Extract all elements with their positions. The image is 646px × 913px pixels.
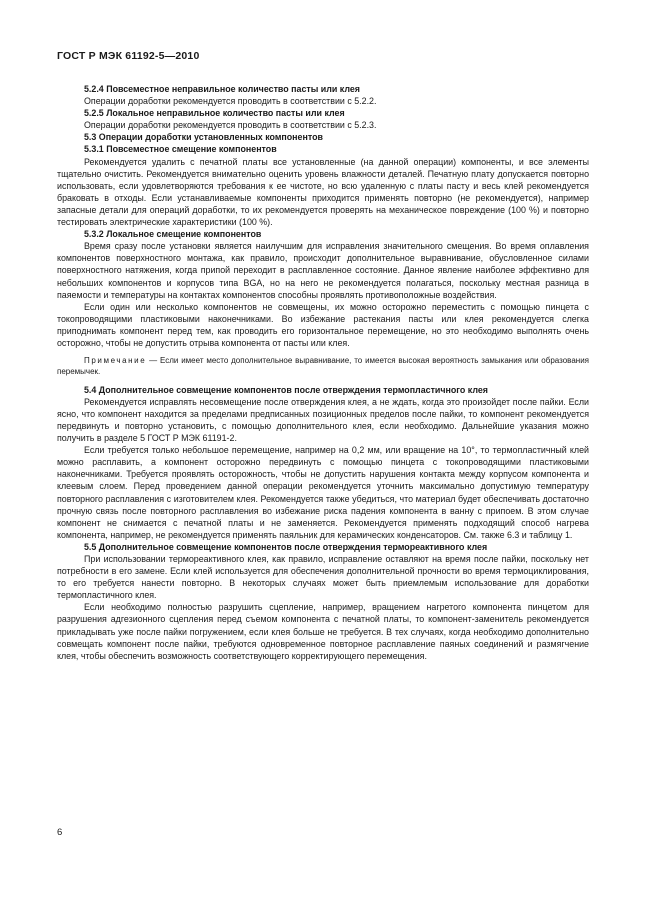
- paragraph-5-3-2-b: Если один или несколько компонентов не совмещены, их можно осторожно переместить с помощью пинцета с токопроводящими пластиковыми наконечниками. Во избежание растекания пасты или клея рекомендуется слегка приподнимать компонент перед тем, как проводить его горизонтальное перемещение, но это необходимо выполнять очень осторожно, чтобы не допустить отрыва компонента от пасты или клея.: [57, 301, 589, 348]
- heading-5-5: 5.5 Дополнительное совмещение компонентов после отверждения термореактивного клея: [84, 541, 488, 552]
- document-header: ГОСТ Р МЭК 61192-5—2010: [57, 50, 200, 62]
- paragraph-5-5-a: При использовании термореактивного клея, как правило, исправление оставляют на время после пайки, поскольку нет потребности в его замене. Если клей используется для обеспечения дополнительной прочности во время термоциклирования, то его требуется нанести повторно. В некоторых случаях может быть приемлемым использование для доработки термопластичного клея.: [57, 553, 589, 601]
- paragraph-5-5-b: Если необходимо полностью разрушить сцепление, например, вращением нагретого компонента пинцетом для разрушения адгезионного сцепления перед съемом компонента с печатной платы, то компонент-заменитель рекомендуется прикладывать уже после пайки погружением, если клея больше не требуется. В тех случаях, когда необходимо дополнительно совмещать компонент после пайки, требуются одновременное повторное расплавление паяных соединений и размягчение клея, чтобы обеспечить возможность соответствующего корректирующего перемещения.: [57, 602, 589, 661]
- heading-5-2-4: 5.2.4 Повсеместное неправильное количество пасты или клея: [84, 84, 360, 94]
- paragraph-5-4-b: Если требуется только небольшое перемещение, например на 0,2 мм, или вращение на 10°, то термопластичный клей можно расплавить, а компонент осторожно передвинуть с помощью пинцета с токопроводящими пластиковыми наконечниками. Требуется проявлять осторожность, чтобы не допустить нарушения контакта между корпусом компонента и клеевым слоем. Перед проведением данной операции рекомендуется уточнить максимально допустимую температуру повторного расплавления с изготовителем клея. Рекомендуется также убедиться, что материал будет обеспечивать достаточно прочную связь после повторного расплавления во избежание риска падения компонента в ванну с припоем. В этом случае компонент не снимается с печатной платы и не заменяется. Рекомендуется применять подходящий способ нагрева компонента, например, не рекомендуется применять паяльник для керамических конденсаторов. См. также 6.3 и таблицу 1.: [57, 445, 589, 540]
- paragraph-5-3-1: Рекомендуется удалить с печатной платы все установленные (на данной операции) компоненты, и все элементы тщательно очистить. Рекомендуется внимательно оценить уровень влажности деталей. Печатную плату допускается повторно использовать, если удовлетворяются требования к ее чистоте, но всю удаленную с платы пасту и весь клей рекомендуется браковать в отходы. Если устанавливаемые компоненты приходится применять повторно (не рекомендуется), например запасные детали для операций доработки, то их рекомендуется проверять на механическое повреждение (100 %) и повторно тестировать электрические характеристики (100 %).: [57, 156, 589, 228]
- heading-5-3-2: 5.3.2 Локальное смещение компонентов: [84, 229, 262, 240]
- note-text: — Если имеет место дополнительное выравнивание, то имеется высокая вероятность замыкания или образования перемычек.: [57, 356, 589, 377]
- note-label: Примечание: [84, 356, 147, 366]
- note: [57, 355, 589, 378]
- heading-5-4: 5.4 Дополнительное совмещение компонентов после отверждения термопластичного клея: [84, 384, 488, 395]
- heading-5-3: 5.3 Операции доработки установленных компонентов: [84, 132, 323, 143]
- heading-5-3-1: 5.3.1 Повсеместное смещение компонентов: [84, 144, 277, 155]
- paragraph-5-2-5: Операции доработки рекомендуется проводить в соответствии с 5.2.3.: [84, 120, 377, 131]
- heading-5-2-5: 5.2.5 Локальное неправильное количество пасты или клея: [84, 108, 345, 119]
- paragraph-5-2-4: Операции доработки рекомендуется проводить в соответствии с 5.2.2.: [84, 96, 377, 107]
- paragraph-5-4-a: Рекомендуется исправлять несовмещение после отверждения клея, а не ждать, когда это произойдет после пайки. Если ясно, что компонент находится за пределами предписанных позиционных пределов после пайки, то компонент рекомендуется передвинуть и повторно установить, с помощью дополнительного клея, если необходимо. Дальнейшие указания можно получить в разделе 5 ГОСТ Р МЭК 61191-2.: [57, 396, 589, 444]
- page-number: 6: [57, 827, 63, 838]
- paragraph-5-3-2-a: Время сразу после установки является наилучшим для исправления значительного смещения. Во время оплавления компонентов поверхностного монтажа, как правило, происходит дополнительное выравнивание, обусловленное силами поверхностного натяжения, когда припой переходит в расплавленное состояние. Данное явление наиболее эффективно для небольших компонентов и корпусов типа BGA, но на него не рекомендуется полагаться, поскольку местная разница в паяемости и температуры на контактах компонентов способны проявлять противоположные воздействия.: [57, 241, 589, 300]
- document-body: [57, 83, 589, 662]
